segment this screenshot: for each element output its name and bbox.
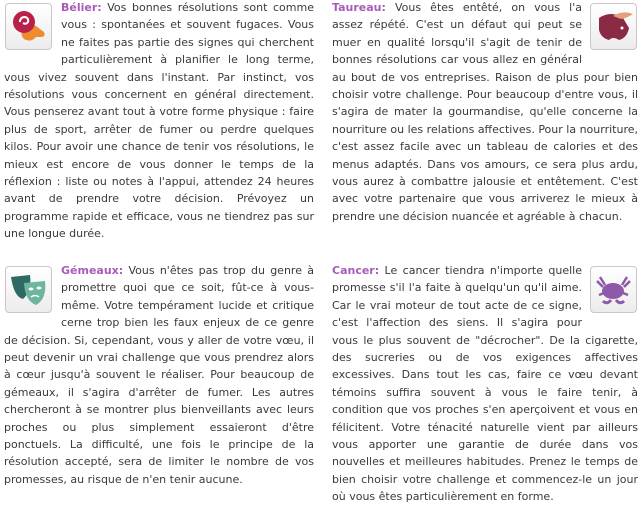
sign-title: Cancer: [332, 264, 380, 277]
horoscope-cancer [332, 262, 638, 506]
horoscope-taureau [332, 0, 638, 225]
sign-title: Bélier: [61, 1, 102, 14]
cancer-crab-icon [590, 266, 637, 313]
taurus-bull-icon [590, 3, 637, 50]
sign-text: Vous êtes entêté, on vous l'a assez répété. C'est un défaut qui peut se muer en qualité lorsqu'il s'agit de tenir de bonnes résolutions car vous allez en général au bout de vos entreprises. Raison de plus pour bien choisir votre challenge. Pour beaucoup d'entre vous, il s'agira de mater la gourmandise, qu'elle concerne la nourriture ou les relations affectives. Pour la nourriture, c'est assez facile avec un tableau de calories et des menus adaptés. Dans vos amours, ce sera plus ardu, vous aurez à combattre jalousie et entêtement. C'est avec votre partenaire que vous arriverez le mieux à prendre une décision nuancée et agréable à chacun. [332, 1, 638, 223]
sign-text: Vos bonnes résolutions sont comme vous : spontanées et souvent fugaces. Vous ne faites pas partie des signes qui cherchent particulièrement à planifier le long terme, vous vivez souvent dans l'instant. Par instinct, vos résolutions vous concernent en général directement. Vous penserez avant tout à votre forme physique : faire plus de sport, arrêter de fumer ou perdre quelques kilos. Pour avoir une chance de tenir vos résolutions, le mieux est encore de vous donner le temps de la réflexion : liste ou notes à l'appui, attendez 24 heures avant de prendre votre décision. Prévoyez un programme rapide et efficace, vous ne tiendrez pas sur une longue durée. [4, 1, 314, 241]
sign-text: Vous n'êtes pas trop du genre à promettre quoi que ce soit, fût-ce à vous-même. Votre tempérament lucide et critique cerne trop bien les faux enjeux de ce genre de décision. Si, cependant, vous y aller de votre vœu, il peut devenir un vrai challenge que vous prendrez alors à cœur jusqu'à souvent le réaliser. Pour beaucoup de gémeaux, il s'agira d'arrêter de fumer. Les autres chercheront à se montrer plus bienveillants avec leurs proches ou plus simplement essaieront d'être ponctuels. La difficulté, une fois le principe de la résolution accepté, sera de limiter le nombre de vos promesses, au risque de n'en tenir aucune. [4, 264, 314, 486]
aries-ram-icon [5, 3, 52, 50]
sign-title: Gémeaux: [61, 264, 124, 277]
sign-title: Taureau: [332, 1, 386, 14]
horoscope-gemeaux [4, 262, 314, 488]
sign-text: Le cancer tiendra n'importe quelle promesse s'il l'a faite à quelqu'un qu'il aime. Car le vrai moteur de tout acte de ce signe, c'est l'affection des siens. Il s'agira pour vous le plus souvent de "décrocher". De la cigarette, des sucreries ou de vos exigences affectives excessives. Dans tout les cas, faire ce vœu devant témoins suffira souvent à vous le faire tenir, à condition que vos proches s'en aperçoivent et vous en félicitent. Votre ténacité naturelle vient par ailleurs vous apporter une garantie de durée dans vos nouvelles et meilleures habitudes. Prenez le temps de bien choisir votre challenge et commencez-le un jour où vous êtes particulièrement en forme. [332, 264, 638, 504]
horoscope-belier [4, 0, 314, 243]
gemini-masks-icon [5, 266, 52, 313]
